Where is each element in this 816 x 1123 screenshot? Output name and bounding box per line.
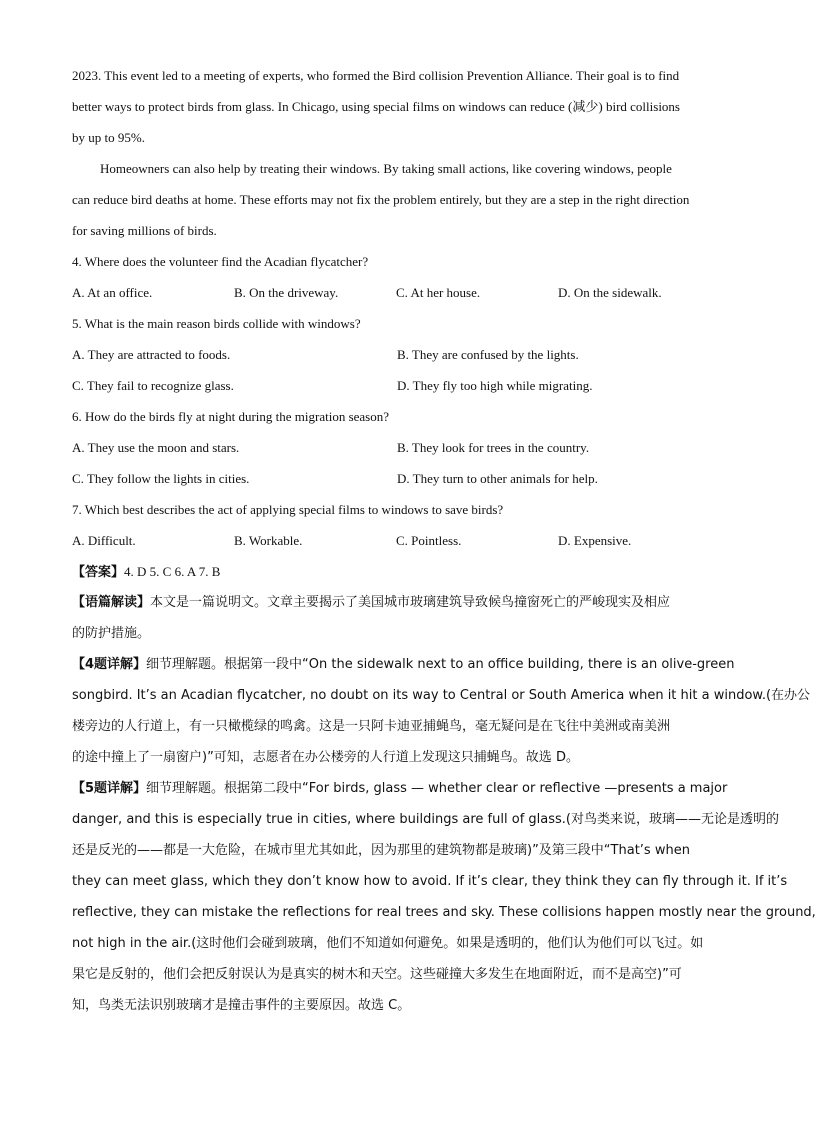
question-stem: 6. How do the birds fly at night during the migration season?	[72, 409, 390, 424]
question-stem: 7. Which best describes the act of applying special films to windows to save birds?	[72, 502, 504, 517]
option-b: B. They look for trees in the country.	[397, 440, 590, 455]
option-d: D. Expensive.	[558, 533, 632, 548]
questions	[72, 246, 722, 556]
option-a: A. They are attracted to foods.	[72, 347, 231, 362]
detail5-line: reflective, they can mistake the reflections for real trees and sky. These collisions happen mostly near the ground,	[72, 905, 816, 920]
detail5-line: danger, and this is especially true in cities, where buildings are full of glass.(对鸟类来说，玻璃——无论是透明的	[72, 812, 779, 827]
passage-line: better ways to protect birds from glass. In Chicago, using special films on windows can reduce (减少) bird collisions	[72, 99, 680, 114]
answer-line	[72, 556, 722, 587]
option-row	[72, 432, 722, 463]
option-c: C. At her house.	[396, 285, 481, 300]
option-a: A. At an office.	[72, 285, 153, 300]
detail5-line: 知，鸟类无法识别玻璃才是撞击事件的主要原因。故选 C。	[72, 998, 411, 1013]
option-c: C. Pointless.	[396, 533, 462, 548]
question-stem: 5. What is the main reason birds collide with windows?	[72, 316, 361, 331]
document-page	[72, 60, 816, 1021]
passage	[72, 60, 722, 246]
option-row	[72, 277, 722, 308]
detail5-first: 细节理解题。根据第二段中“For birds, glass — whether clear or reflective —presents a major	[146, 781, 728, 796]
passage-line: 2023. This event led to a meeting of experts, who formed the Bird collision Prevention Alliance. Their goal is to find	[72, 68, 680, 83]
detail4-label: 【4题详解】	[72, 657, 147, 672]
detail5-line: 还是反光的——都是一大危险，在城市里尤其如此，因为那里的建筑物都是玻璃)”及第三段中“That’s when	[72, 843, 690, 858]
analysis-section	[72, 587, 722, 649]
passage-line: by up to 95%.	[72, 130, 145, 145]
answer-text: 4. D 5. C 6. A 7. B	[124, 564, 221, 579]
option-b: B. They are confused by the lights.	[397, 347, 579, 362]
detail4-line: 的途中撞上了一扇窗户)”可知，志愿者在办公楼旁的人行道上发现这只捕蝇鸟。故选 D。	[72, 750, 579, 765]
option-d: D. On the sidewalk.	[558, 285, 662, 300]
passage-line: for saving millions of birds.	[72, 223, 217, 238]
detail4-line: 楼旁边的人行道上，有一只橄榄绿的鸣禽。这是一只阿卡迪亚捕蝇鸟，毫无疑问是在飞往中美洲或南美洲	[72, 719, 671, 734]
detail4-first: 细节理解题。根据第一段中“On the sidewalk next to an office building, there is an olive-green	[146, 657, 735, 672]
option-c: C. They follow the lights in cities.	[72, 471, 250, 486]
option-a: A. Difficult.	[72, 533, 136, 548]
detail5-section	[72, 773, 816, 1021]
detail5-line: they can meet glass, which they don’t know how to avoid. If it’s clear, they think they can fly through it. If it’s	[72, 874, 788, 889]
option-row	[72, 525, 722, 556]
option-c: C. They fail to recognize glass.	[72, 378, 234, 393]
option-row	[72, 339, 722, 370]
option-a: A. They use the moon and stars.	[72, 440, 240, 455]
option-d: D. They turn to other animals for help.	[397, 471, 598, 486]
option-b: B. On the driveway.	[234, 285, 339, 300]
analysis-label: 【语篇解读】	[72, 595, 151, 610]
option-row	[72, 370, 722, 401]
option-b: B. Workable.	[234, 533, 303, 548]
detail5-line: not high in the air.(这时他们会碰到玻璃，他们不知道如何避免。如果是透明的，他们认为他们可以飞过。如	[72, 936, 704, 951]
passage-line: Homeowners can also help by treating their windows. By taking small actions, like covering windows, people	[100, 161, 672, 176]
analysis-text-cont: 的防护措施。	[72, 626, 151, 641]
passage-line: can reduce bird deaths at home. These efforts may not fix the problem entirely, but they are a step in the right direction	[72, 192, 690, 207]
option-row	[72, 463, 722, 494]
question-stem: 4. Where does the volunteer find the Acadian flycatcher?	[72, 254, 369, 269]
detail5-label: 【5题详解】	[72, 781, 147, 796]
option-d: D. They fly too high while migrating.	[397, 378, 593, 393]
detail5-line: 果它是反射的，他们会把反射误认为是真实的树木和天空。这些碰撞大多发生在地面附近，而不是高空)”可	[72, 967, 682, 982]
detail4-line: songbird. It’s an Acadian flycatcher, no doubt on its way to Central or South America when it hit a window.(在办公	[72, 688, 811, 703]
answer-label: 【答案】	[72, 565, 125, 580]
detail4-section	[72, 649, 811, 773]
analysis-text: 本文是一篇说明文。文章主要揭示了美国城市玻璃建筑导致候鸟撞窗死亡的严峻现实及相应	[150, 595, 671, 610]
